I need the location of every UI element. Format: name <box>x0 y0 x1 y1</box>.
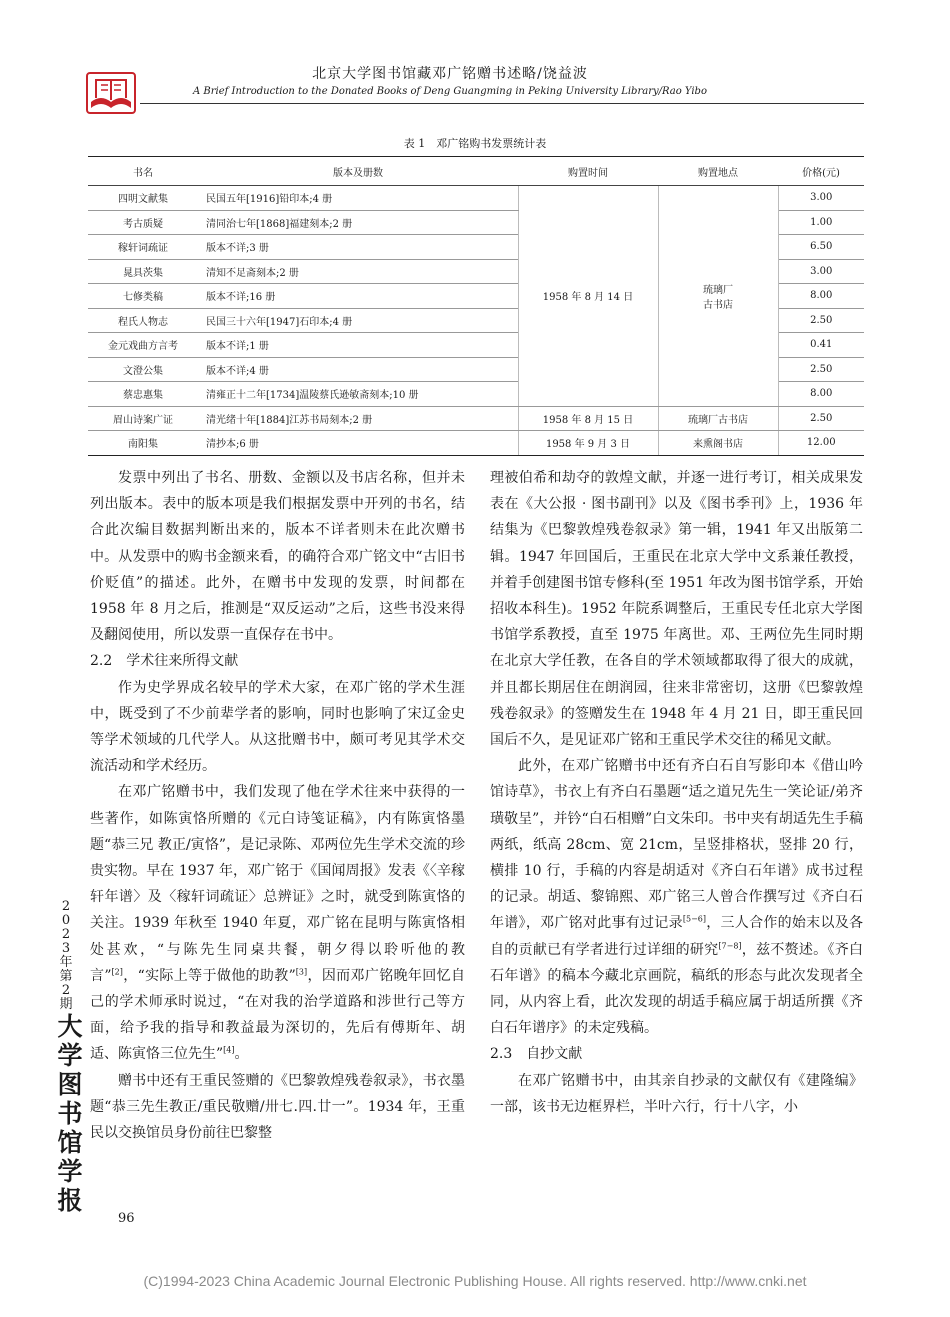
cell-date-group: 1958 年 8 月 14 日 <box>518 186 658 407</box>
cell-title: 晁具茨集 <box>88 259 198 284</box>
cell-edition: 清知不足斋刻本;2 册 <box>198 259 518 284</box>
cell-edition: 版本不详;16 册 <box>198 284 518 309</box>
cell-price: 6.50 <box>778 235 864 260</box>
cell-price: 8.00 <box>778 382 864 407</box>
cell-title: 程氏人物志 <box>88 308 198 333</box>
running-title-cn: 北京大学图书馆藏邓广铭赠书述略/饶益波 <box>312 66 588 82</box>
cell-price: 8.00 <box>778 284 864 309</box>
paragraph: 赠书中还有王重民签赠的《巴黎敦煌残卷叙录》，书衣墨题“恭三先生教正/重民敬赠/卅七.四.廿一”。1934 年，王重民以交换馆员身份前往巴黎整 <box>90 1072 465 1142</box>
cell-title: 文澄公集 <box>88 357 198 382</box>
col-header-place: 购置地点 <box>658 157 778 186</box>
cell-title: 金元戏曲方言考 <box>88 333 198 358</box>
col-header-title: 书名 <box>88 157 198 186</box>
col-header-price: 价格(元) <box>778 157 864 186</box>
table-caption: 表 1 邓广铭购书发票统计表 <box>403 137 547 150</box>
body-column-right <box>490 465 863 1120</box>
cell-price: 3.00 <box>778 259 864 284</box>
cell-title: 南阳集 <box>88 431 198 456</box>
text-run: ，因而邓广铭晚年回忆自己的学术师承时说过，“在对我的治学道路和涉世行己等方面，给予我的指导和教益最为深切的，先后有傅斯年、胡适、陈寅恪三位先生” <box>90 967 465 1063</box>
cell-edition: 民国三十六年[1947]石印本;4 册 <box>198 308 518 333</box>
place-group-line2: 古书店 <box>703 299 733 311</box>
cell-place-group <box>658 186 778 407</box>
cell-edition: 清光绪十年[1884]江苏书局刻本;2 册 <box>198 406 518 431</box>
paragraph <box>90 779 465 1067</box>
col-header-edition: 版本及册数 <box>198 157 518 186</box>
copyright-footer: (C)1994-2023 China Academic Journal Electronic Publishing House. All rights reserved. http://www.cnki.net <box>143 1273 807 1289</box>
cell-edition: 版本不详;4 册 <box>198 357 518 382</box>
text-run: 。 <box>234 1046 249 1063</box>
cell-title: 考古质疑 <box>88 210 198 235</box>
cell-title: 四明文献集 <box>88 186 198 211</box>
cell-place: 来熏阁书店 <box>658 431 778 456</box>
col-header-date: 购置时间 <box>518 157 658 186</box>
text-run: ，“实际上等于做他的助教” <box>122 967 296 984</box>
cell-price: 2.50 <box>778 357 864 382</box>
cell-price: 3.00 <box>778 186 864 211</box>
cell-title: 蔡忠惠集 <box>88 382 198 407</box>
text-run: 此外，在邓广铭赠书中还有齐白石自写影印本《借山吟馆诗草》，书衣上有齐白石墨题“适之道兄先生一笑论证/弟齐璜敬呈”，并钤“白石相赠”白文朱印。书中夹有胡适先生手稿两纸，纸高 28cm、宽 21cm，呈竖排格状，竖排 20 行，横排 10 行，手稿的内容是胡适对《齐白石年谱》成书过程的记录。胡适、黎锦熙、邓广铭三人曾合作撰写过《齐白石年谱》，邓广铭对此事有过记录 <box>490 758 863 932</box>
body-column-left <box>90 465 465 1146</box>
citation-ref[interactable]: [4] <box>223 1045 235 1055</box>
cell-price: 0.41 <box>778 333 864 358</box>
cell-edition: 清同治七年[1868]福建刻本;2 册 <box>198 210 518 235</box>
cell-price: 2.50 <box>778 406 864 431</box>
citation-ref[interactable]: [2] <box>111 967 123 977</box>
issue-label: 2023年第2期 <box>59 899 73 1012</box>
cell-edition: 民国五年[1916]铅印本;4 册 <box>198 186 518 211</box>
cell-title: 七修类稿 <box>88 284 198 309</box>
text-run: ，三人合作的始末以及各自的贡献已有学者进行过详细的研究 <box>490 915 864 958</box>
running-title-en: A Brief Introduction to the Donated Books of Deng Guangming in Peking University Library/Rao Yibo <box>193 86 707 97</box>
citation-ref[interactable]: [7−8] <box>718 941 742 950</box>
journal-logo-icon <box>86 72 136 114</box>
invoice-table <box>88 156 864 456</box>
cell-edition: 版本不详;3 册 <box>198 235 518 260</box>
paragraph: 在邓广铭赠书中，由其亲自抄录的文献仅有《建隆编》一部，该书无边框界栏，半叶六行，行十八字，小 <box>490 1072 863 1115</box>
cell-place: 琉璃厂古书店 <box>658 406 778 431</box>
table-row <box>88 186 864 211</box>
citation-ref[interactable]: [3] <box>295 967 308 977</box>
table-row <box>88 431 864 456</box>
cell-price: 1.00 <box>778 210 864 235</box>
paragraph: 发票中列出了书名、册数、金额以及书店名称，但并未列出版本。表中的版本项是我们根据发票中开列的书名，结合此次编目数据判断出来的，版本不详者则未在此次赠书中。从发票中的购书金额来看，的确符合邓广铭文中“古旧书价贬值”的描述。此外，在赠书中发现的发票，时间都在 1958 年 8 月之后，推测是“双反运动”之后，这些书没来得及翻阅使用，所以发票一直保存在书中。 <box>90 470 465 644</box>
cell-price: 12.00 <box>778 431 864 456</box>
cell-edition: 清雍正十二年[1734]温陵蔡氏逊敏斋刻本;10 册 <box>198 382 518 407</box>
header-rule <box>140 103 864 104</box>
cell-edition: 清抄本;6 册 <box>198 431 518 456</box>
cell-date: 1958 年 9 月 3 日 <box>518 431 658 456</box>
place-group-line1: 琉璃厂 <box>703 284 733 296</box>
citation-ref[interactable]: [5−6] <box>682 914 706 924</box>
cell-title: 眉山诗案广证 <box>88 406 198 431</box>
paragraph: 作为史学界成名较早的学术大家，在邓广铭的学术生涯中，既受到了不少前辈学者的影响，同时也影响了宋辽金史等学术领域的几代学人。从这批赠书中，颇可考见其学术交流活动和学术经历。 <box>90 679 465 775</box>
text-run: 在邓广铭赠书中，我们发现了他在学术往来中获得的一些著作，如陈寅恪所赠的《元白诗笺证稿》，内有陈寅恪墨题“恭三兄 教正/寅恪”，是记录陈、邓两位先生学术交流的珍贵实物。早在 1937 年，邓广铭于《国闻周报》发表《〈辛稼轩年谱〉及〈稼轩词疏证〉总辨证》之时，就受到陈寅恪的关注。1939 年秋至 1940 年夏，邓广铭在昆明与陈寅恪相处甚欢，“与陈先生同桌共餐，朝夕得以聆听他的教言” <box>90 784 465 984</box>
section-heading-2-2: 2.2 学术往来所得文献 <box>90 653 239 670</box>
paragraph <box>490 753 863 1041</box>
paragraph-continued: 理被伯希和劫夺的敦煌文献，并逐一进行考订，相关成果发表在《大公报 · 图书副刊》以及《图书季刊》上，1936 年结集为《巴黎敦煌残卷叙录》第一辑，1941 年又出版第二辑。1947 年回国后，王重民在北京大学中文系兼任教授，并着手创建图书馆专修科(至 1951 年改为图书馆学系，开始招收本科生)。1952 年院系调整后，王重民专任北京大学图书馆学系教授，直至 1975 年离世。邓、王两位先生同时期在北京大学任教，在各自的学术领域都取得了很大的成就，并且都长期居住在朗润园，往来非常密切，这册《巴黎敦煌残卷叙录》的签赠发生在 1948 年 4 月 21 日，即王重民回国后不久，是见证邓广铭和王重民学术交往的稀见文献。 <box>490 470 863 749</box>
cell-title: 稼轩词疏证 <box>88 235 198 260</box>
page-number: 96 <box>118 1211 135 1226</box>
cell-price: 2.50 <box>778 308 864 333</box>
journal-name: 大学图书馆学报 <box>57 1012 83 1215</box>
table-header-row <box>88 157 864 186</box>
section-heading-2-3: 2.3 自抄文献 <box>490 1046 583 1063</box>
cell-edition: 版本不详;1 册 <box>198 333 518 358</box>
table-row <box>88 406 864 431</box>
cell-date: 1958 年 8 月 15 日 <box>518 406 658 431</box>
text-run: ，兹不赘述。《齐白石年谱》的稿本今藏北京画院，稿纸的形态与此次发现者全同，从内容上看，此次发现的胡适手稿应属于胡适所撰《齐白石年谱序》的未定残稿。 <box>490 941 864 1037</box>
